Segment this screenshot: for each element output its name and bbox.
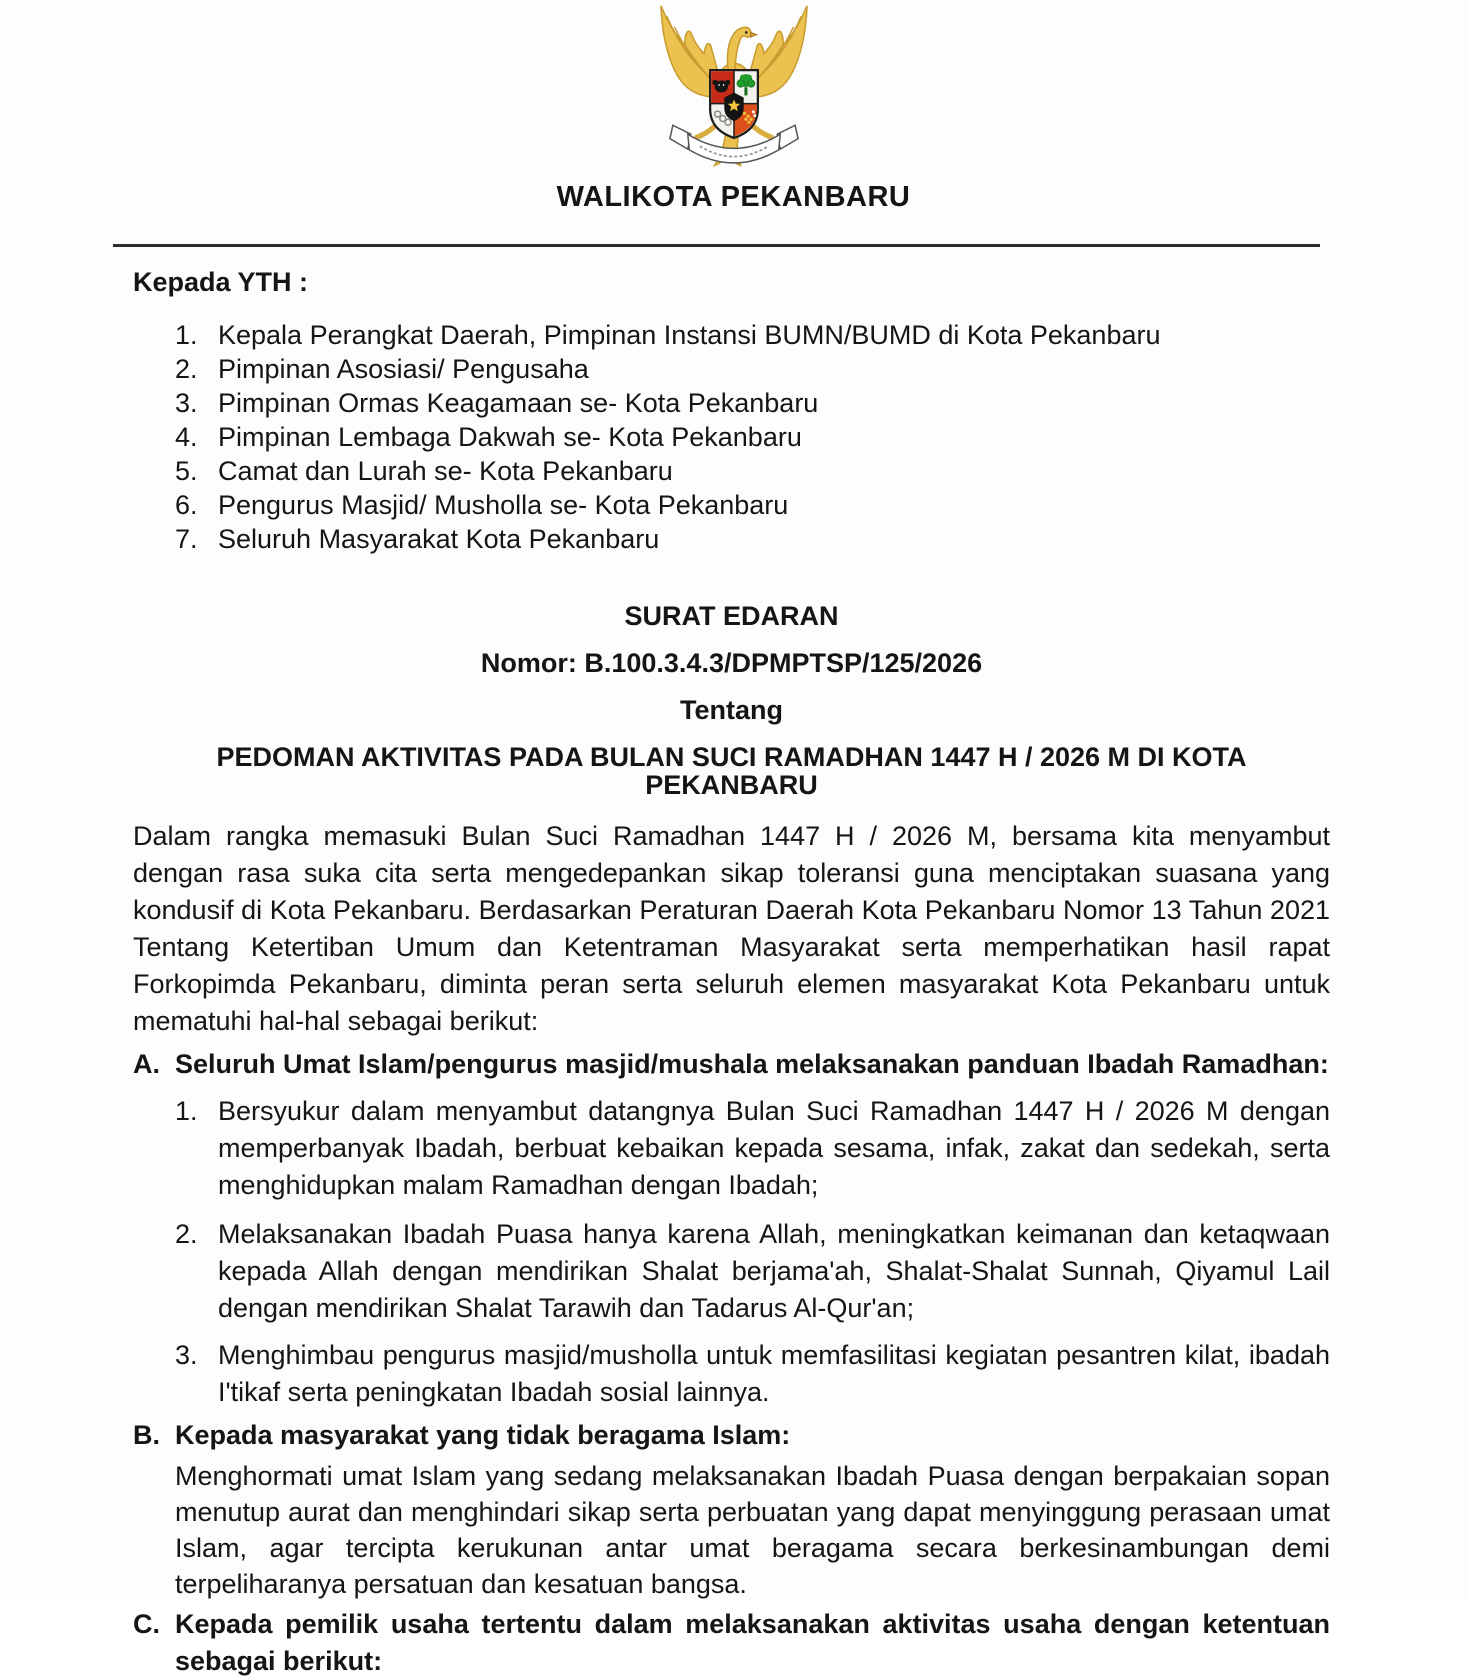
section-c-heading xyxy=(133,1606,1330,1680)
item-number: 2. xyxy=(175,1219,198,1249)
recipient-text: Pimpinan Lembaga Dakwah se- Kota Pekanbaru xyxy=(218,422,802,452)
recipient-text: Kepala Perangkat Daerah, Pimpinan Instansi BUMN/BUMD di Kota Pekanbaru xyxy=(218,320,1161,350)
about-label: Tentang xyxy=(680,695,783,725)
recipient-text: Pimpinan Asosiasi/ Pengusaha xyxy=(218,354,589,384)
section-b-heading-text: Kepada masyarakat yang tidak beragama Islam: xyxy=(175,1420,791,1450)
recipient-number: 2. xyxy=(175,354,198,384)
letterhead-emblem xyxy=(0,0,1467,170)
recipient-text: Seluruh Masyarakat Kota Pekanbaru xyxy=(218,524,660,554)
section-a-heading xyxy=(133,1046,1330,1083)
recipient-item xyxy=(133,386,1330,420)
section-a-item-2 xyxy=(133,1216,1330,1327)
recipient-item xyxy=(133,420,1330,454)
recipient-number: 7. xyxy=(175,524,198,554)
recipient-number: 6. xyxy=(175,490,198,520)
item-number: 3. xyxy=(175,1340,198,1370)
recipient-number: 3. xyxy=(175,388,198,418)
section-b-letter: B. xyxy=(133,1420,160,1450)
recipient-item xyxy=(133,522,1330,556)
recipient-item xyxy=(133,454,1330,488)
section-a-heading-text: Seluruh Umat Islam/pengurus masjid/mushala melaksanakan panduan Ibadah Ramadhan: xyxy=(175,1049,1329,1079)
recipient-number: 4. xyxy=(175,422,198,452)
garuda-pancasila-icon xyxy=(652,0,816,170)
section-b-heading xyxy=(133,1417,1330,1454)
recipient-item xyxy=(133,352,1330,386)
recipient-text: Camat dan Lurah se- Kota Pekanbaru xyxy=(218,456,673,486)
section-a-item-1 xyxy=(133,1093,1330,1204)
item-text: Menghimbau pengurus masjid/musholla untuk memfasilitasi kegiatan pesantren kilat, ibadah I'tikaf serta peningkatan Ibadah sosial lainnya. xyxy=(218,1340,1330,1407)
recipient-item xyxy=(133,488,1330,522)
section-c-letter: C. xyxy=(133,1609,160,1639)
letterhead-title: WALIKOTA PEKANBARU xyxy=(556,181,911,213)
document-heading xyxy=(133,602,1330,799)
recipients-list xyxy=(133,318,1330,556)
document-type-title: SURAT EDARAN xyxy=(624,601,839,631)
recipient-number: 5. xyxy=(175,456,198,486)
intro-paragraph: Dalam rangka memasuki Bulan Suci Ramadhan 1447 H / 2026 M, bersama kita menyambut dengan rasa suka cita serta mengedepankan sikap toleransi guna menciptakan suasana yang kondusif di Kota Pekanbaru. Berdasarkan Peraturan Daerah Kota Pekanbaru Nomor 13 Tahun 2021 Tentang Ketertiban Umum dan Ketentraman Masyarakat serta memperhatikan hasil rapat Forkopimda Pekanbaru, diminta peran serta seluruh elemen masyarakat Kota Pekanbaru untuk mematuhi hal-hal sebagai berikut: xyxy=(133,821,1330,1036)
section-a-letter: A. xyxy=(133,1049,160,1079)
recipient-text: Pengurus Masjid/ Musholla se- Kota Pekanbaru xyxy=(218,490,789,520)
item-number: 1. xyxy=(175,1096,198,1126)
section-b-paragraph: Menghormati umat Islam yang sedang melaksanakan Ibadah Puasa dengan berpakaian sopan menutup aurat dan menghindari sikap serta perbuatan yang dapat menyinggung perasaan umat Islam, agar tercipta kerukunan antar umat beragama secara berkesinambungan demi terpeliharanya persatuan dan kesatuan bangsa. xyxy=(175,1461,1330,1599)
recipient-number: 1. xyxy=(175,320,198,350)
recipient-text: Pimpinan Ormas Keagamaan se- Kota Pekanbaru xyxy=(218,388,819,418)
letterhead-divider xyxy=(113,244,1320,247)
section-a-item-3 xyxy=(133,1337,1330,1411)
item-text: Melaksanakan Ibadah Puasa hanya karena Allah, meningkatkan keimanan dan ketaqwaan kepada Allah dengan mendirikan Shalat berjama'ah, Shalat-Shalat Sunnah, Qiyamul Lail dengan mendirikan Shalat Tarawih dan Tadarus Al-Qur'an; xyxy=(218,1219,1330,1323)
item-text: Bersyukur dalam menyambut datangnya Bulan Suci Ramadhan 1447 H / 2026 M dengan memperbanyak Ibadah, berbuat kebaikan kepada sesama, infak, zakat dan sedekah, serta menghidupkan malam Ramadhan dengan Ibadah; xyxy=(218,1096,1330,1200)
recipient-item xyxy=(133,318,1330,352)
document-subject: PEDOMAN AKTIVITAS PADA BULAN SUCI RAMADHAN 1447 H / 2026 M DI KOTA PEKANBARU xyxy=(216,742,1247,800)
document-number: Nomor: B.100.3.4.3/DPMPTSP/125/2026 xyxy=(480,648,983,678)
section-c-heading-text: Kepada pemilik usaha tertentu dalam melaksanakan aktivitas usaha dengan ketentuan sebagai berikut: xyxy=(175,1609,1330,1676)
recipients-label: Kepada YTH : xyxy=(133,267,309,297)
